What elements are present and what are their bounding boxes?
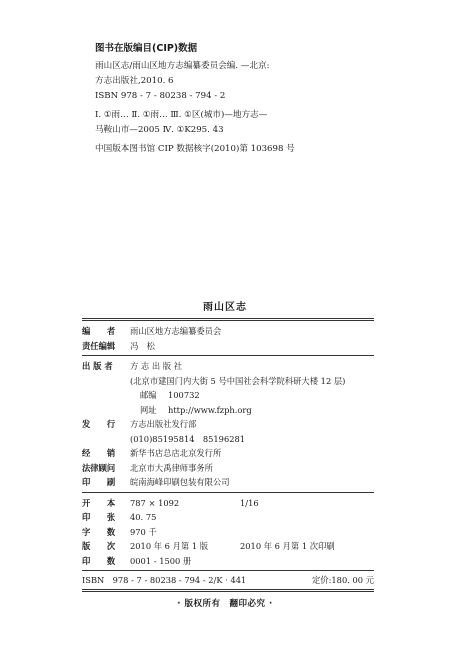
distribution-value: 方志出版社发行部 <box>130 419 197 429</box>
publisher-section <box>82 356 374 492</box>
isbn-value: ISBN 978 - 7 - 80238 - 794 - 2/K · 441 <box>82 575 247 585</box>
spec-value: 970 千 <box>130 526 157 537</box>
spec-label: 开 本 <box>82 497 116 508</box>
spec-row <box>82 496 374 511</box>
publisher-row <box>82 359 374 374</box>
retail-value: 新华书店总店北京发行所 <box>130 448 222 458</box>
cip-lines <box>95 59 395 157</box>
cip-line: 方志出版社,2010. 6 <box>95 76 174 86</box>
spec-row <box>82 510 374 525</box>
cip-line: 马鞍山市—2005 Ⅳ. ①K295. 43 <box>95 125 224 135</box>
printer-label: 印 刷 <box>82 477 116 487</box>
imprint-block <box>82 318 374 592</box>
cip-line: ISBN 978 - 7 - 80238 - 794 - 2 <box>95 91 226 101</box>
publisher-address: (北京市建国门内大街 5 号中国社会科学院科研大楼 12 层) <box>130 375 346 386</box>
legal-row <box>82 461 374 476</box>
spec-label: 字 数 <box>82 526 116 537</box>
postcode-row <box>82 388 374 403</box>
spec-extra: 2010 年 6 月第 1 次印刷 <box>240 541 335 551</box>
postcode-value: 100732 <box>168 390 200 400</box>
editor-value: 雨山区地方志编纂委员会 <box>130 326 222 336</box>
website-link[interactable]: http://www.fzph.org <box>168 404 252 415</box>
cip-record: 中国版本图书馆 CIP 数据核字(2010)第 103698 号 <box>95 144 295 154</box>
distribution-row <box>82 417 374 432</box>
printer-value: 皖南海峰印刷包装有限公司 <box>130 477 230 487</box>
publisher-label: 出 版 者 <box>82 361 113 371</box>
distribution-phone: (010)85195814 85196281 <box>130 433 246 444</box>
chief-editor-value: 冯 松 <box>130 340 155 351</box>
spec-row <box>82 554 374 569</box>
spec-value: 0001 - 1500 册 <box>130 555 192 566</box>
spec-row <box>82 525 374 540</box>
spec-label: 印 数 <box>82 555 116 566</box>
copyright-notice: · 版权所有 翻印必究 · <box>177 599 273 609</box>
legal-label: 法律顾问 <box>82 462 116 473</box>
website-row <box>82 403 374 418</box>
retail-row <box>82 446 374 461</box>
editor-section <box>82 321 374 355</box>
retail-label: 经 销 <box>82 448 116 458</box>
bottom-rule <box>82 589 374 592</box>
spec-value: 787 × 1092 <box>130 497 180 508</box>
spec-label: 印 张 <box>82 512 116 522</box>
chief-editor-label: 责任编辑 <box>82 340 116 351</box>
editor-row <box>82 324 374 339</box>
spec-value: 2010 年 6 月第 1 版 <box>130 541 209 551</box>
distribution-label: 发 行 <box>82 419 116 429</box>
spec-row <box>82 539 374 554</box>
spec-value: 40. 75 <box>130 512 157 522</box>
book-title: 雨山区志 <box>203 302 247 313</box>
isbn-row <box>82 571 374 589</box>
spec-label: 版 次 <box>82 541 116 551</box>
legal-value: 北京市大禹律师事务所 <box>130 462 213 473</box>
chief-editor-row <box>82 339 374 354</box>
cip-line: 雨山区志/雨山区地方志编纂委员会编. —北京: <box>95 61 270 71</box>
cip-block <box>95 40 395 157</box>
printer-row <box>82 475 374 490</box>
website-label: 网址 <box>140 404 157 415</box>
specs-section <box>82 493 374 571</box>
spec-extra: 1/16 <box>240 497 259 508</box>
cip-title: 图书在版编目(CIP)数据 <box>95 43 198 54</box>
cip-line: Ⅰ. ①雨… Ⅱ. ①雨… Ⅲ. ①区(城市)—地方志— <box>95 110 268 120</box>
price: 定价:180. 00 元 <box>312 575 374 585</box>
editor-label: 编 者 <box>82 326 116 336</box>
postcode-label: 邮编 <box>140 390 157 400</box>
publisher-value: 方 志 出 版 社 <box>130 361 183 371</box>
